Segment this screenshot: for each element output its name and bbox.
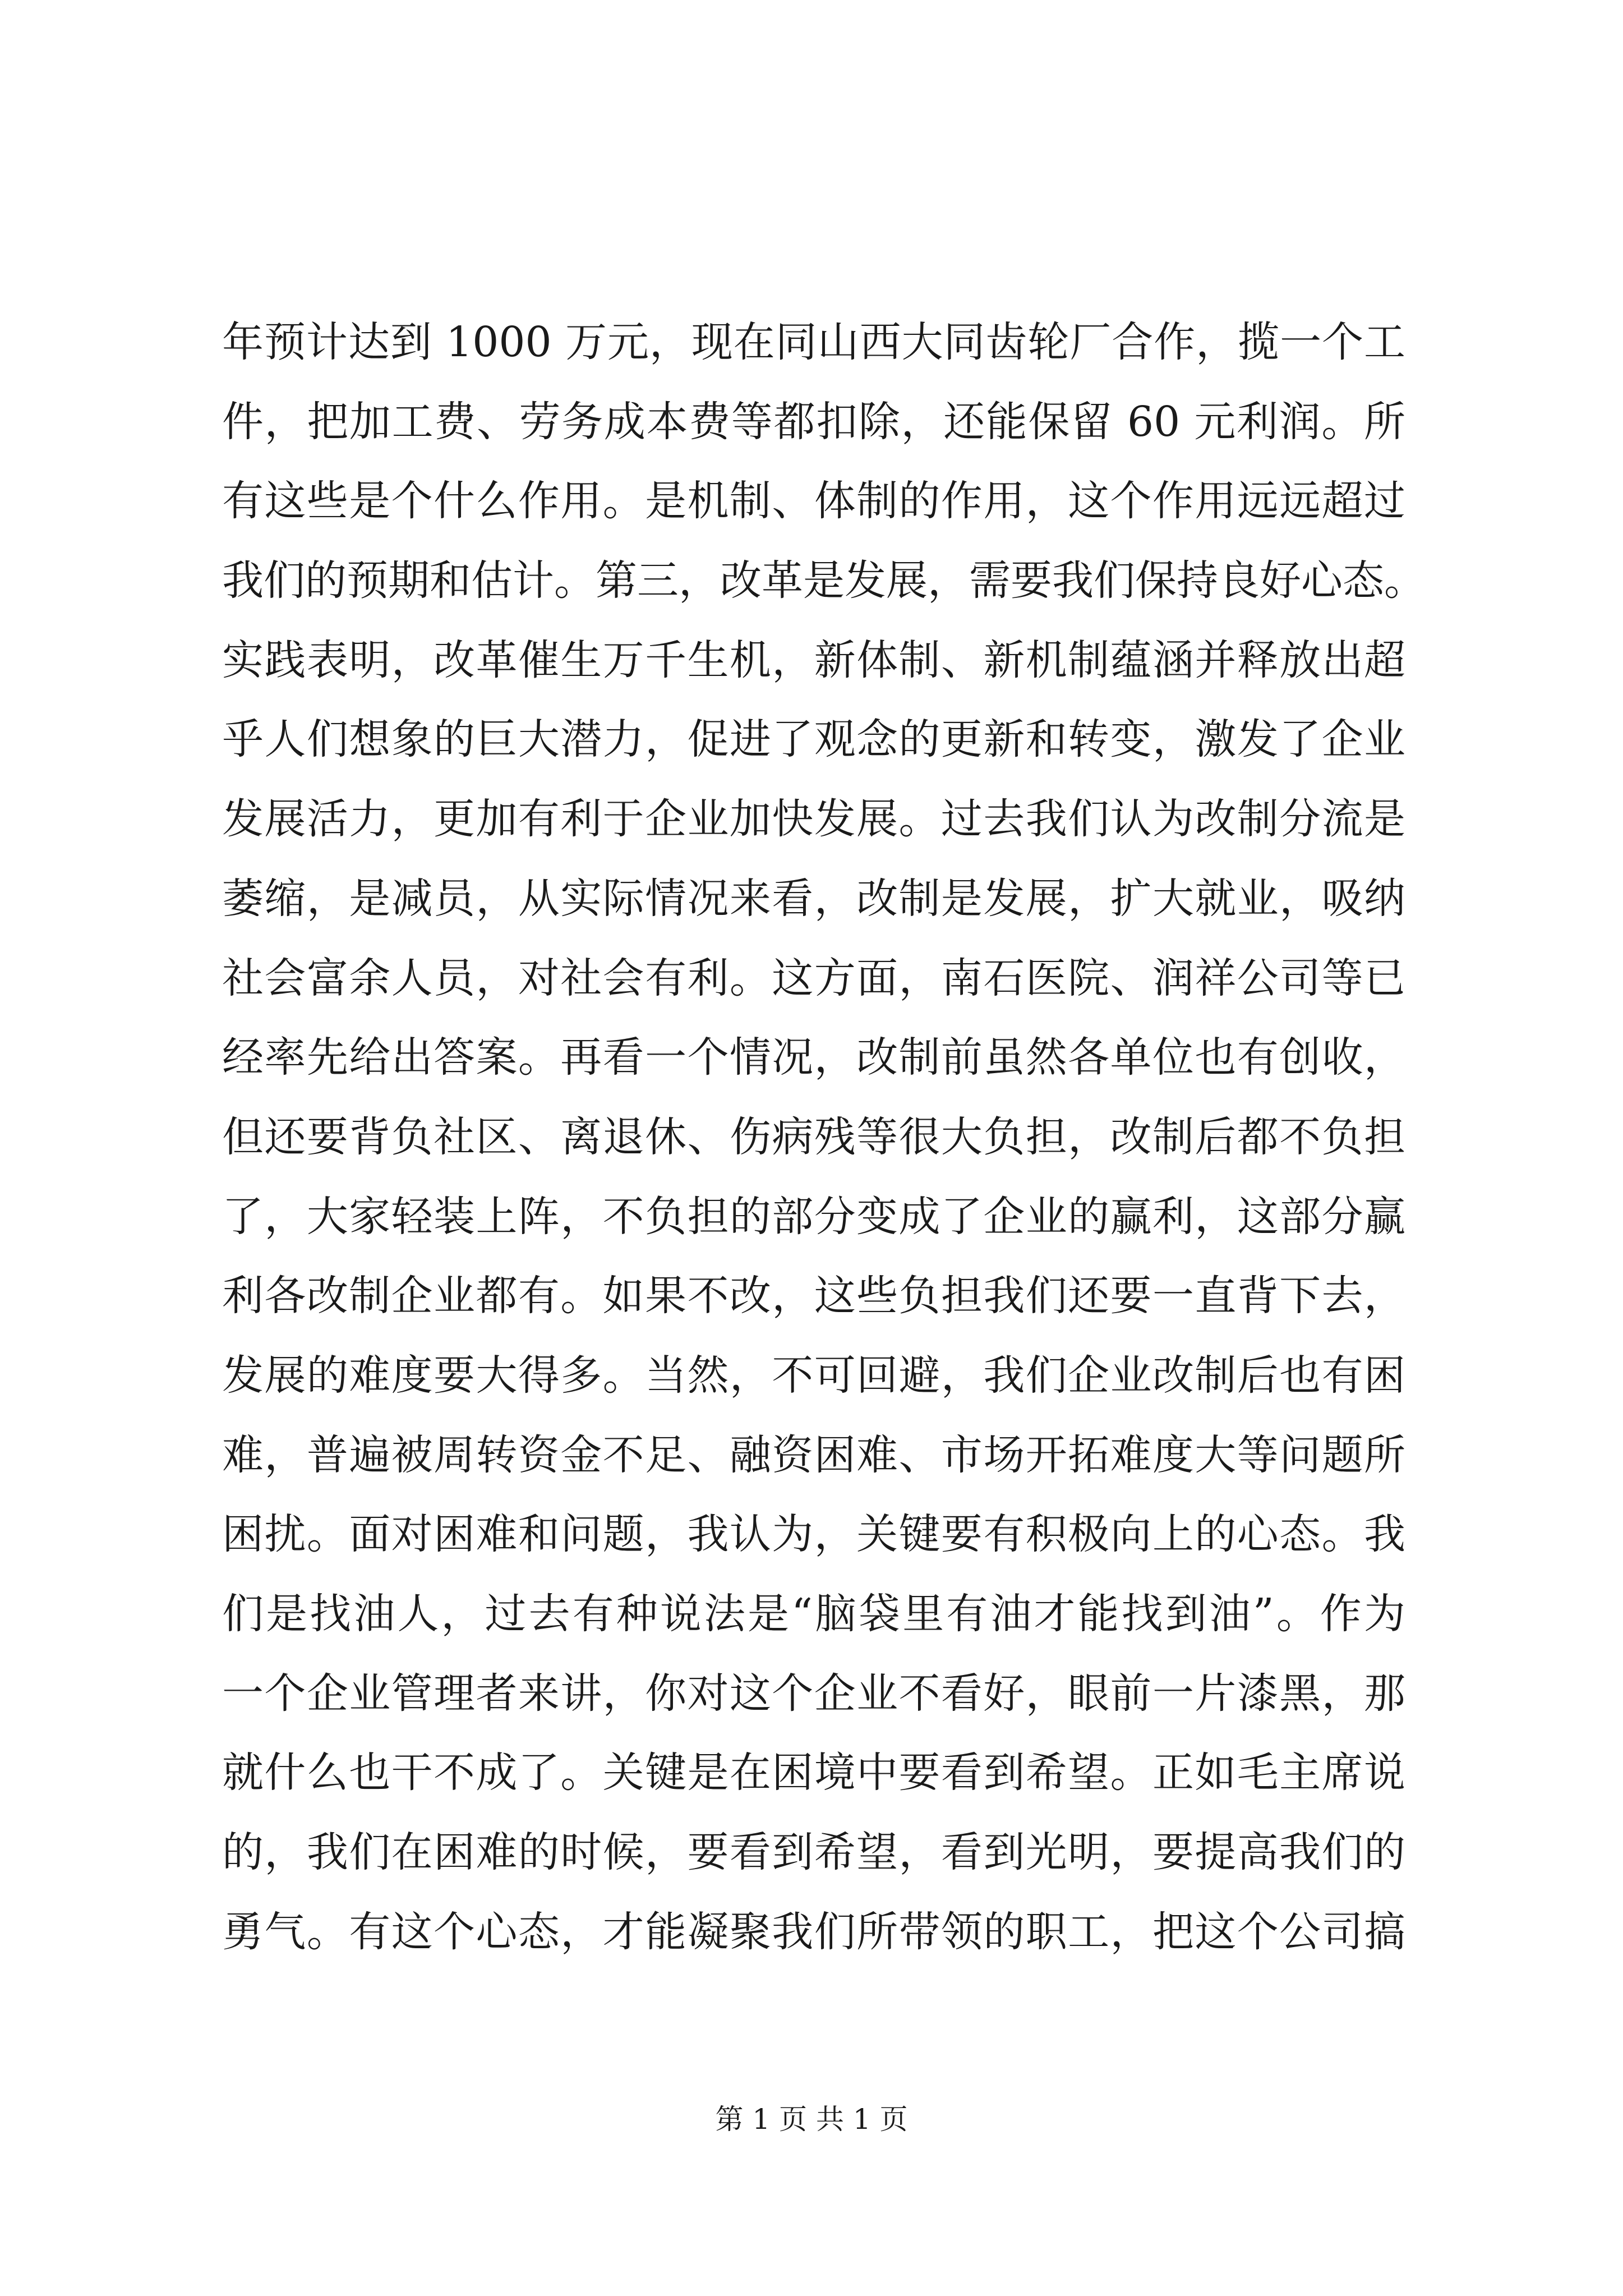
text-line: 萎缩，是减员，从实际情况来看，改制是发展，扩大就业，吸纳 [222,874,1405,923]
text-line: 乎人们想象的巨大潜力，促进了观念的更新和转变，激发了企业 [222,715,1405,764]
text-line: 勇气。有这个心态，才能凝聚我们所带领的职工，把这个公司搞 [222,1907,1405,1956]
text-line: 们是找油人，过去有种说法是“脑袋里有油才能找到油”。作为 [222,1590,1405,1638]
text-line: 我们的预期和估计。第三，改革是发展，需要我们保持良好心态。 [222,556,1426,605]
text-line: 一个企业管理者来讲，你对这个企业不看好，眼前一片漆黑，那 [222,1669,1405,1718]
text-line: 难，普遍被周转资金不足、融资困难、市场开拓难度大等问题所 [222,1430,1405,1479]
text-line: 就什么也干不成了。关键是在困境中要看到希望。正如毛主席说 [222,1749,1405,1797]
body-text [222,303,1426,1972]
text-line: 了，大家轻装上阵，不负担的部分变成了企业的赢利，这部分赢 [222,1192,1405,1241]
text-line: 发展的难度要大得多。当然，不可回避，我们企业改制后也有困 [222,1351,1405,1400]
text-line: 困扰。面对困难和问题，我认为，关键要有积极向上的心态。我 [222,1510,1405,1559]
text-line: 经率先给出答案。再看一个情况，改制前虽然各单位也有创收， [222,1033,1405,1082]
page-number-label: 第 1 页 共 1 页 [715,2103,908,2136]
text-line: 社会富余人员，对社会有利。这方面，南石医院、润祥公司等已 [222,954,1405,1002]
text-line: 利各改制企业都有。如果不改，这些负担我们还要一直背下去， [222,1272,1405,1320]
text-line: 有这些是个什么作用。是机制、体制的作用，这个作用远远超过 [222,477,1405,526]
text-line: 的，我们在困难的时候，要看到希望，看到光明，要提高我们的 [222,1828,1405,1877]
page-footer [0,2097,1623,2142]
text-line: 年预计达到 1000 万元，现在同山西大同齿轮厂合作，揽一个工 [222,318,1405,366]
text-line: 件，把加工费、劳务成本费等都扣除，还能保留 60 元利润。所 [222,397,1405,446]
text-line: 实践表明，改革催生万千生机，新体制、新机制蕴涵并释放出超 [222,636,1405,684]
text-line: 发展活力，更加有利于企业加快发展。过去我们认为改制分流是 [222,795,1405,844]
text-line: 但还要背负社区、离退休、伤病残等很大负担，改制后都不负担 [222,1112,1405,1161]
